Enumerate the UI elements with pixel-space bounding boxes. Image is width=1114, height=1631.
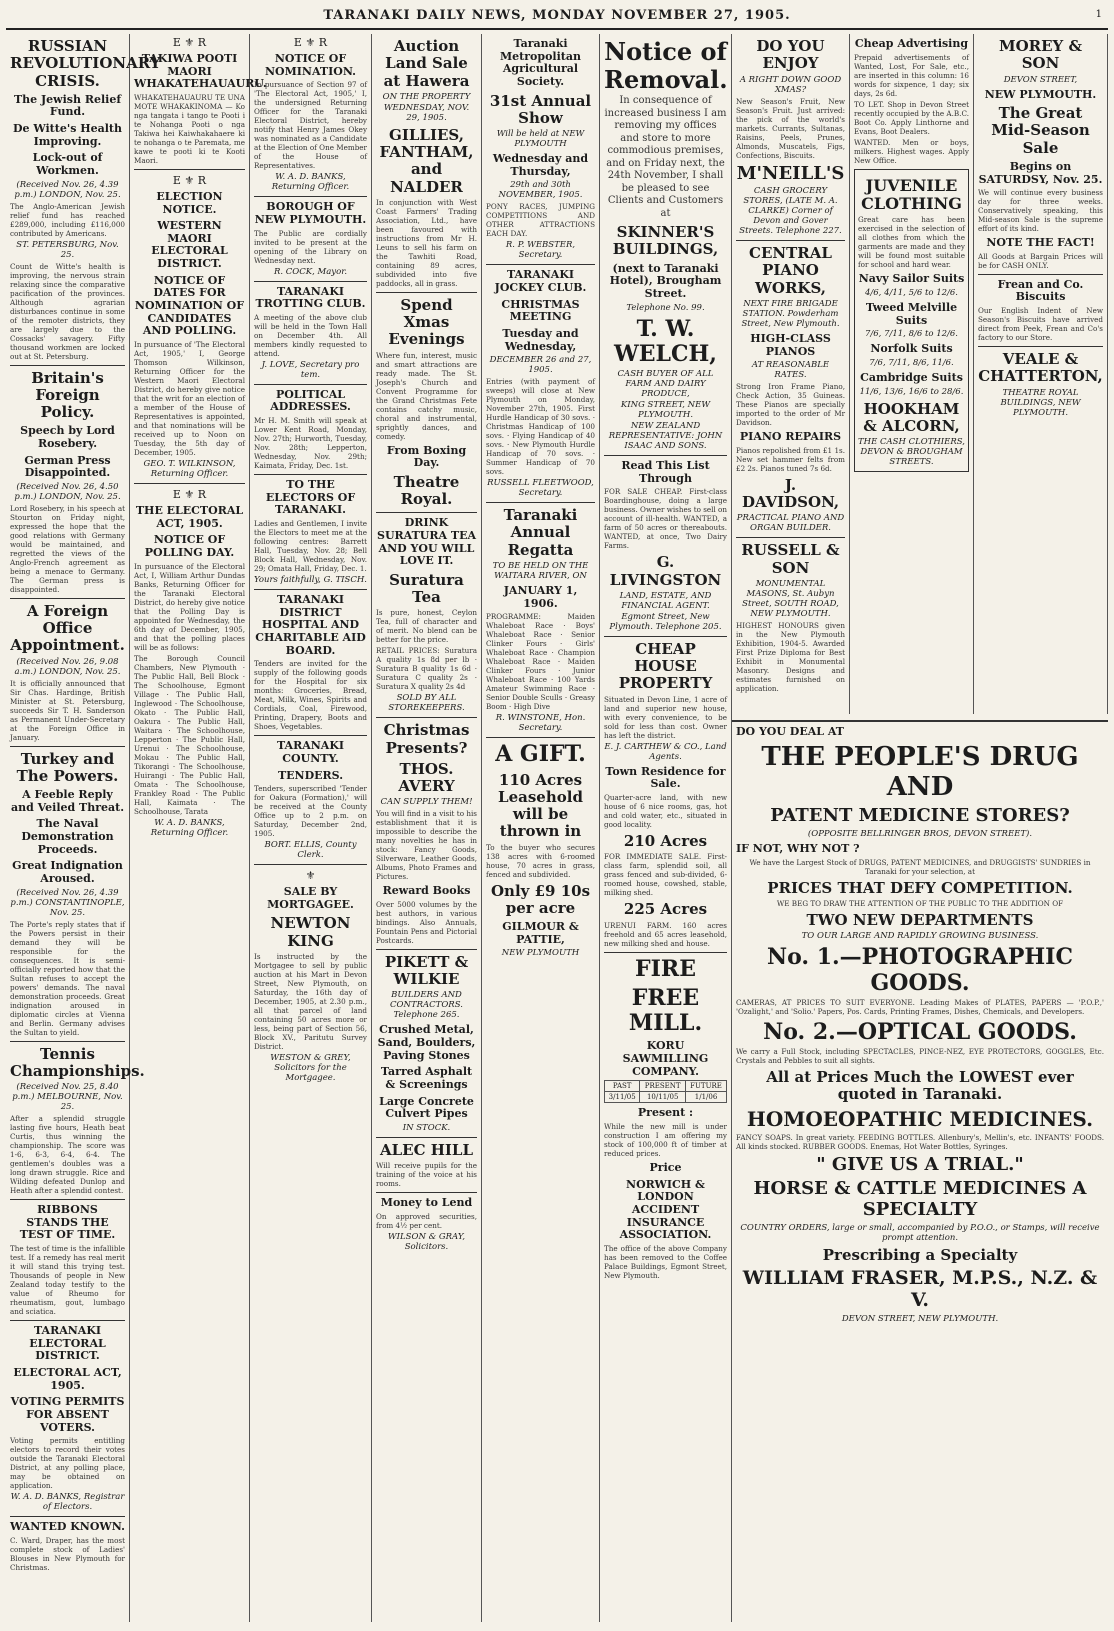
- column-1: [6, 34, 161, 1622]
- ad-title: FIRE: [635, 955, 696, 982]
- ad-title: Tuesday and Wednesday,: [502, 326, 579, 353]
- ad-text: New Season's Fruit, New Season's Fruit. Just arrived: the pick of the world's markets. Currants, Sultanas, Raisins, Peels, Prunes, Almonds, Muscatels, Figs, Confections, Biscuits.: [736, 96, 845, 160]
- ad-title: Large Concrete Culvert Pipes: [379, 1094, 474, 1121]
- ad-title: RUSSELL & SON: [741, 541, 840, 577]
- notice-text: WHAKATEHAUAURU TE UNA MOTE WHAKAKINOMA — Ko nga tangata i tango te Pooti i te Nohanga Pooti o nga Takiwa hei Kaiwhakahaere ki te nohanga o te Paremata, me kawe te pooti ki te Kooti Maori.: [134, 92, 245, 165]
- subhead: A Feeble Reply and Veiled Threat.: [10, 788, 125, 814]
- subhead: German Press Disappointed.: [24, 453, 111, 480]
- notice-title: WESTERN MAORI ELECTORAL DISTRICT.: [151, 219, 228, 271]
- peoples-drug-store-ad: [732, 720, 1108, 1622]
- ad-text: Entries (with payment of sweeps) will close at New Plymouth on Monday, November 27th, 1905. First Hurdle Handicap of 30 sovs. · Christmas Handicap of 100 sovs. · Flying Handicap of 40 sovs. · New Plymouth Hurdle Handicap of 70 sovs. · Summer Handicap of 70 sovs.: [486, 377, 595, 477]
- ad-text: HIGHEST HONOURS given in the New Plymouth Exhibition, 1904-5. Awarded First Prize Diploma for Best Exhibit in Monumental Masonry. Designs and estimates furnished on application.: [736, 620, 845, 693]
- ad-text: URENUI FARM. 160 acres freehold and 65 acres leasehold, new milking shed and house.: [604, 920, 727, 948]
- ad-title: No. 1.—PHOTOGRAPHIC GOODS.: [767, 944, 1073, 996]
- signature: E. J. CARTHEW & CO., Land Agents.: [604, 741, 727, 762]
- ad-text: To the buyer who secures 138 acres with 6-roomed house, 70 acres in grass, fenced and subdivided.: [486, 842, 595, 879]
- masthead: [6, 6, 1108, 30]
- notice-text: Is instructed by the Mortgagee to sell by public auction at his Mart in Devon Street, New Plymouth, on Saturday, the 16th day of December, 1905, at 2.30 p.m., all that parcel of land containing 50 acres more or less, being part of Section 56, Block XV., Paritutu Survey District.: [254, 951, 367, 1051]
- notice-title: THE ELECTORAL ACT, 1905.: [135, 503, 244, 530]
- ad-title: " GIVE US A TRIAL.": [816, 1153, 1024, 1175]
- ad-title: Christmas Presents?: [383, 721, 470, 757]
- column-4: [372, 34, 482, 1622]
- notice-text: Ladies and Gentlemen, I invite the Electors to meet me at the following centres: Barrett Hall, Tuesday, Nov. 28; Bell Block Hall, Wednesday, Nov. 29; Omata Hall, Friday, Dec. 1.: [254, 519, 367, 574]
- article-text: It is officially announced that Sir Chas. Hardinge, British Minister at St. Petersburg, succeeds Sir T. H. Sanderson as Permanent Under-Secretary at the Foreign Office in January.: [10, 678, 125, 742]
- signature: R. COCK, Mayor.: [273, 266, 348, 277]
- ad-title: JANUARY 1, 1906.: [503, 583, 578, 610]
- article-text: Count de Witte's health is improving, the nervous strain relaxing since the comparative pacification of the provinces. Although agrarian disturbances continue in some of the remoter districts, they are largely due to the Cossacks' savagery. Fifty thousand workmen are locked out at St. Petersburg.: [10, 261, 125, 361]
- ad-title: T. W. WELCH,: [614, 315, 717, 367]
- price: 4/6, 4/11, 5/6 to 12/6.: [865, 288, 958, 299]
- ad-sub: Telephone No. 99.: [626, 302, 705, 313]
- royal-crest-icon: ⚜: [305, 869, 316, 883]
- ad-text: CAMERAS, AT PRICES TO SUIT EVERYONE. Leading Makes of PLATES, PAPERS — 'P.O.P.,' 'Ozalight,' and 'Solio.' Papers, Pos. Cards, Printing Frames, Dishes, Chemicals, and Developers.: [736, 997, 1104, 1016]
- ad-title: WILLIAM FRASER, M.P.S., N.Z. & V.: [742, 1266, 1098, 1311]
- ad-title: ALEC HILL: [379, 1140, 474, 1159]
- ad-title: Cambridge Suits: [860, 370, 963, 384]
- ad-sub: NEXT FIRE BRIGADE STATION. Powderham Street, New Plymouth.: [741, 298, 840, 329]
- ad-sub: COUNTRY ORDERS, large or small, accompanied by P.O.O., or Stamps, will receive prompt attention.: [740, 1222, 1100, 1243]
- ad-title: Begins on SATURDSY, Nov. 25.: [978, 159, 1103, 186]
- notice-title: NOTICE OF DATES FOR NOMINATION OF CANDIDATES AND POLLING.: [134, 273, 245, 338]
- ad-title: J. DAVIDSON,: [741, 475, 840, 512]
- ad-sub: AT REASONABLE RATES.: [751, 360, 830, 381]
- column-7: [732, 34, 850, 714]
- ad-title: DRINK SURATURA TEA AND YOU WILL LOVE IT.: [377, 516, 476, 568]
- ad-text: All Goods at Bargain Prices will be for CASH ONLY.: [978, 251, 1103, 270]
- ad-title: Only £9 10s per acre: [490, 881, 591, 917]
- notice-title: TO THE ELECTORS OF TARANAKI.: [265, 478, 356, 517]
- ad-text: On approved securities, from 4½ per cent.: [376, 1211, 477, 1230]
- ad-title: Norfolk Suits: [870, 342, 953, 356]
- ad-text: Situated in Devon Line, 1 acre of land and superior new house, with every convenience, to be sold for less than cost. Owner has left the district.: [604, 694, 727, 740]
- article-text: C. Ward, Draper, has the most complete stock of Ladies' Blouses in New Plymouth for Christmas.: [10, 1535, 125, 1572]
- notice-text: In pursuance of 'The Electoral Act, 1905,' I, George Thomson Wilkinson, Returning Officer for the Western Maori Electoral District, do hereby give notice that the writ for an election of a member of the House of Representatives is appointed, and that nominations will be received up to Noon on Tuesday, the 5th day of December, 1905.: [134, 339, 245, 457]
- ad-text: WE BEG TO DRAW THE ATTENTION OF THE PUBLIC TO THE ADDITION OF: [776, 899, 1064, 908]
- signature: W. A. D. BANKS, Registrar of Electors.: [10, 1492, 125, 1513]
- ad-sub: TO BE HELD ON THE WAITARA RIVER, ON: [492, 560, 589, 581]
- ad-title: JUVENILE CLOTHING: [861, 175, 962, 214]
- ad-title: CHRISTMAS MEETING: [501, 297, 580, 324]
- ad-text: Our English Indent of New Season's Biscuits have arrived direct from Peek, Frean and Co's factory to our Store.: [978, 306, 1103, 343]
- ad-text: Where fun, interest, music and smart attractions are ready made. The St. Joseph's Church and Convent Programme for the Grand Christmas Fete contains catchy music, choral and instrumental, sprightly dances, and comedy.: [376, 350, 477, 441]
- ad-title: Tweed Melville Suits: [865, 301, 958, 327]
- ad-title: KORU SAWMILLING COMPANY.: [622, 1039, 709, 1078]
- signature: J. LOVE, Secretary pro tem.: [261, 359, 360, 380]
- ad-text: TO LET. Shop in Devon Street recently occupied by the A.B.C. Boot Co. Apply Linthorne and Evans, Boot Dealers.: [854, 99, 969, 136]
- ad-title: All at Prices Much the LOWEST ever quoted in Taranaki.: [766, 1068, 1074, 1104]
- ad-title: Taranaki Annual Regatta: [503, 506, 578, 559]
- ad-text: FANCY SOAPS. In great variety. FEEDING BOTTLES. Allenbury's, Mellin's, etc. INFANTS' FOODS. All kinds stocked. RUBBER GOODS. Enemas, Hot Water Bottles, Syringes.: [736, 1132, 1104, 1151]
- royal-crest-icon: E ⚜ R: [172, 173, 207, 187]
- subhead: VOTING PERMITS FOR ABSENT VOTERS.: [10, 1395, 125, 1434]
- ad-title: HOOKHAM & ALCORN,: [863, 399, 960, 435]
- ad-text: Pianos repolished from £1 1s. New set hammer felts from £2 2s. Pianos tuned 7s 6d.: [736, 445, 845, 473]
- ad-title: Town Residence for Sale.: [605, 764, 726, 791]
- ad-sub: LAND, ESTATE, AND FINANCIAL AGENT.: [619, 590, 712, 611]
- ad-title: NOTE THE FACT!: [986, 236, 1095, 250]
- ad-sub: (OPPOSITE BELLRINGER BROS, DEVON STREET).: [807, 829, 1033, 840]
- ad-title: SKINNER'S BUILDINGS,: [612, 223, 719, 259]
- column-3: [250, 34, 372, 1622]
- dateline: (Received Nov. 26, 9.08 a.m.) LONDON, Nov. 25.: [14, 656, 121, 677]
- article-text: Lord Rosebery, in his speech at Stourton on Friday night, expressed the hope that the good relations with Germany would be maintained, and regretted the views of the Anglo-French agreement as being a menace to Germany. The German press is disappointed.: [10, 503, 125, 594]
- ad-title: Navy Sailor Suits: [858, 272, 965, 286]
- ad-title: GILMOUR & PATTIE,: [502, 920, 579, 946]
- ad-text: We carry a Full Stock, including SPECTACLES, PINCE-NEZ, EYE PROTECTORS, GOGGLES, Etc. Crystals and Pebbles to suit all sights.: [736, 1047, 1104, 1066]
- signature: W. A. D. BANKS, Returning Officer.: [271, 172, 350, 193]
- ad-title: CHEAP HOUSE PROPERTY: [618, 639, 713, 693]
- article-text: The Anglo-American Jewish relief fund has reached £289,000, including £116,000 contributed by Americans.: [10, 201, 125, 238]
- ad-text: While the new mill is under construction I am offering my stock of 100,000 ft of timber at reduced prices.: [604, 1121, 727, 1158]
- ad-title: MOREY & SON: [998, 37, 1083, 73]
- notice-title: TARANAKI DISTRICT HOSPITAL AND CHARITABLE AID BOARD.: [255, 593, 366, 657]
- table-cell: 1/1/06: [686, 1092, 727, 1103]
- subhead: The Naval Demonstration Proceeds.: [21, 817, 114, 856]
- ad-title: CENTRAL PIANO WORKS,: [749, 244, 832, 297]
- subhead: De Witte's Health Improving.: [12, 122, 123, 148]
- notice-title: TENDERS.: [277, 768, 344, 782]
- headline: Tennis Championships.: [10, 1044, 145, 1080]
- dateline: (Received Nov. 26, 4.39 p.m.) LONDON, Nov. 25.: [14, 179, 121, 200]
- subhead: Speech by Lord Rosebery.: [20, 424, 115, 450]
- signature: W. A. D. BANKS, Returning Officer.: [150, 817, 229, 838]
- ad-sub: NEW ZEALAND REPRESENTATIVE: JOHN ISAAC AND SONS.: [608, 421, 723, 452]
- ad-title: HIGH-CLASS PIANOS: [750, 331, 831, 358]
- ad-title: Tarred Asphalt & Screenings: [380, 1065, 473, 1092]
- ad-text: WANTED. Men or boys, milkers. Highest wages. Apply New Office.: [854, 137, 969, 165]
- ad-title: Present :: [637, 1106, 694, 1120]
- notice-title: SALE BY MORTGAGEE.: [267, 885, 354, 911]
- ad-title: No. 2.—OPTICAL GOODS.: [763, 1018, 1077, 1045]
- royal-crest-icon: E ⚜ R: [293, 36, 328, 49]
- ad-title: Wednesday and Thursday,: [492, 152, 589, 178]
- price: 7/6, 7/11, 8/6, 11/6.: [869, 357, 954, 368]
- ad-text: Prepaid advertisements of Wanted, Lost, For Sale, etc., are inserted in this column: 16 words for sixpence, 1 day; six days, 2s 6d.: [854, 52, 969, 98]
- ad-text: Over 5000 volumes by the best authors, in various bindings. Also Annuals, Fountain Pens and Pictorial Postcards.: [376, 899, 477, 945]
- ad-sub: PRACTICAL PIANO AND ORGAN BUILDER.: [736, 513, 845, 534]
- ad-title: FREE MILL.: [628, 984, 703, 1037]
- ad-title: VEALE & CHATTERTON,: [978, 350, 1103, 386]
- subhead: Lock-out of Workmen.: [32, 151, 103, 177]
- ad-title: A GIFT.: [495, 741, 586, 768]
- dateline: (Received Nov. 26, 4.39 p.m.) CONSTANTINOPLE, Nov. 25.: [10, 887, 125, 918]
- dateline: (Received Nov. 26, 4.50 p.m.) LONDON, Nov. 25.: [14, 481, 121, 502]
- notice-title: NEWTON KING: [270, 914, 351, 950]
- ad-title: IF NOT, WHY NOT ?: [736, 842, 860, 856]
- signature: WESTON & GREY, Solicitors for the Mortgagee.: [270, 1052, 351, 1083]
- ad-title: HORSE & CATTLE MEDICINES A SPECIALTY: [753, 1178, 1087, 1221]
- notice-title: NOTICE OF NOMINATION.: [264, 52, 357, 78]
- ad-sub: A RIGHT DOWN GOOD XMAS?: [739, 74, 842, 95]
- ad-title: Money to Lend: [380, 1196, 473, 1210]
- ad-title: From Boxing Day.: [386, 443, 467, 470]
- ad-title: Frean and Co. Biscuits: [997, 277, 1084, 304]
- ad-text: RETAIL PRICES: Suratura A quality 1s 8d per lb · Suratura B quality 1s 6d · Suratura C quality 2s · Suratura X quality 2s 4d: [376, 646, 477, 692]
- page-number: 1: [1095, 9, 1102, 20]
- article-text: The Porte's reply states that if the Powers persist in their demand they will be responsible for the consequences. It is semi-officially reported how that the Sultan refuses to accept the powers' demands. The naval demonstration proceeds. Great indignation aroused in diplomatic circles at Vienna and Berlin. Germany advises the Sultan to yield.: [10, 919, 125, 1037]
- column-6: [600, 34, 732, 1622]
- headline: Turkey and The Powers.: [16, 749, 119, 785]
- ad-text: Will receive pupils for the training of the voice at his rooms.: [376, 1161, 477, 1189]
- ad-sub: DEVON STREET, NEW PLYMOUTH.: [841, 1313, 999, 1324]
- ad-title: NORWICH & LONDON ACCIDENT INSURANCE ASSOCIATION.: [619, 1177, 712, 1242]
- ad-sub: IN STOCK.: [402, 1122, 451, 1133]
- notice-title: POLITICAL ADDRESSES.: [270, 387, 351, 414]
- ad-title: Spend Xmas Evenings: [388, 295, 465, 349]
- ad-text: Is pure, honest, Ceylon Tea, full of character and of merit. No blend can be better for the price.: [376, 608, 477, 645]
- notice-title: BOROUGH OF NEW PLYMOUTH.: [254, 200, 367, 226]
- ad-sub: Will be held at NEW PLYMOUTH: [496, 129, 585, 150]
- column-5: [482, 34, 600, 1622]
- notice-title: NOTICE OF POLLING DAY.: [144, 533, 235, 559]
- article-text: Voting permits entitling electors to record their votes outside the Taranaki Electoral District, at any polling place, may be obtained on application.: [10, 1436, 125, 1491]
- column-9: [974, 34, 1108, 714]
- ad-text: You will find in a visit to his establishment that it is impossible to describe the many novelties he has in stock: Fancy Goods, Silverware, Leather Goods, Albums, Photo Frames and Pictures.: [376, 809, 477, 882]
- notice-title: TAKIWA POOTI MAORI WHAKATEHAUAURU.: [134, 52, 267, 91]
- ad-sub: ON THE PROPERTY: [382, 91, 471, 102]
- dateline: (Received Nov. 25, 8.40 p.m.) MELBOURNE, Nov. 25.: [12, 1082, 123, 1113]
- ad-title: 31st Annual Show: [489, 91, 592, 127]
- notice-text: Tenders, superscribed 'Tender for Oakura (Formation),' will be received at the County Office up to 2 p.m. on Saturday, December 2nd, 1905.: [254, 784, 367, 839]
- ad-title: Reward Books: [382, 884, 471, 898]
- table-header: FUTURE: [686, 1081, 727, 1092]
- ad-title: PATENT MEDICINE STORES?: [770, 805, 1070, 827]
- signature: Yours faithfully, G. TISCH.: [254, 575, 367, 586]
- juvenile-clothing-ad: [854, 169, 969, 472]
- ad-title: PRICES THAT DEFY COMPETITION.: [767, 878, 1073, 897]
- ad-title: Taranaki Metropolitan Agricultural Society.: [500, 37, 581, 88]
- table-cell: 10/11/05: [640, 1092, 686, 1103]
- ad-title: 225 Acres: [623, 900, 708, 919]
- subhead: ELECTORAL ACT, 1905.: [13, 1365, 122, 1392]
- ad-sub: WEDNESDAY, NOV. 29, 1905.: [383, 102, 470, 123]
- ad-text: FOR SALE CHEAP. First-class Boardinghouse, doing a large business. Owner wishes to sell on account of ill-health. WANTED, a farm of 50 acres or thereabouts. WANTED, at once, Two Dairy Farms.: [604, 487, 727, 551]
- ad-title: (next to Taranaki Hotel), Brougham Street.: [609, 261, 722, 300]
- ad-sub: CASH BUYER OF ALL FARM AND DAIRY PRODUCE,: [617, 369, 714, 400]
- ad-title: THE PEOPLE'S DRUG AND: [761, 741, 1079, 802]
- subhead: WANTED KNOWN.: [10, 1520, 125, 1534]
- dateline: ST. PETERSBURG, Nov. 25.: [16, 239, 119, 260]
- ad-sub: TO OUR LARGE AND RAPIDLY GROWING BUSINESS.: [801, 931, 1039, 942]
- notice-text: In pursuance of Section 97 of 'The Electoral Act, 1905,' I, the undersigned Returning Officer for the Taranaki Electoral District, hereby notify that Henry James Okey was nominated as a Candidate at the Election of One Member of the House of Representatives.: [254, 80, 367, 171]
- royal-crest-icon: E ⚜ R: [172, 36, 207, 49]
- ad-sub: KING STREET, NEW PLYMOUTH.: [620, 400, 711, 421]
- ad-text: FOR IMMEDIATE SALE. First-class farm, splendid soil, all grass fenced and sub-divided, 6-roomed house, cowshed, stable, milking shed.: [604, 852, 727, 898]
- ad-title: Prescribing a Specialty: [822, 1245, 1018, 1264]
- notice-title: TARANAKI COUNTY.: [276, 739, 345, 765]
- ad-title: 210 Acres: [623, 832, 708, 851]
- price: 7/6, 7/11, 8/6 to 12/6.: [865, 329, 958, 340]
- ad-text: We have the Largest Stock of DRUGS, PATENT MEDICINES, and DRUGGISTS' SUNDRIES in Taranaki for your selection, at: [749, 857, 1091, 876]
- ad-text: Quarter-acre land, with new house of 6 nice rooms, gas, hot and cold water, etc., situated in good locality.: [604, 793, 727, 830]
- ad-sub: THE CASH CLOTHIERS, DEVON & BROUGHAM STREETS.: [858, 437, 965, 468]
- notice-text: Tenders are invited for the supply of the following goods for the Hospital for six months: Groceries, Bread, Meat, Milk, Wines, Spirits and Cordials, Coal, Firewood, Printing, Drapery, Boots and Shoes, Vegetables.: [254, 659, 367, 732]
- article-text: After a splendid struggle lasting five hours, Heath beat Curtis, thus winning the championship. The score was 1-6, 6-3, 6-4, 6-4. The gentlemen's doubles was a long drawn struggle. Rice and Wilding defeated Dunlop and Heath after a splendid contest.: [10, 1114, 125, 1196]
- ad-sub: CAN SUPPLY THEM!: [380, 797, 473, 808]
- ad-text: PONY RACES, JUMPING COMPETITIONS AND OTHER ATTRACTIONS EACH DAY.: [486, 202, 595, 239]
- royal-crest-icon: E ⚜ R: [172, 487, 207, 501]
- ad-title: Theatre Royal.: [393, 472, 460, 509]
- table-header: PAST: [605, 1081, 640, 1092]
- notice-text: The Public are cordially invited to be present at the opening of the Library on Wednesday next.: [254, 228, 367, 265]
- ad-sub: MONUMENTAL MASONS, St. Aubyn Street, SOUTH ROAD, NEW PLYMOUTH.: [742, 578, 839, 619]
- notice-title: ELECTION NOTICE.: [156, 189, 223, 216]
- signature: BORT. ELLIS, County Clerk.: [264, 840, 357, 861]
- ad-sub: BUILDERS AND CONTRACTORS. Telephone 265.: [390, 990, 463, 1021]
- mill-table: [604, 1080, 727, 1103]
- ad-title: TARANAKI JOCKEY CLUB.: [494, 268, 587, 294]
- notice-text: Mr H. M. Smith will speak at Lower Kent Road, Monday, Nov. 27th; Hurworth, Tuesday, Nov. 28th; Lepperton, Wednesday, Nov. 29th; Kaimata, Friday, Dec. 1st.: [254, 416, 367, 471]
- signature: R. P. WEBSTER, Secretary.: [505, 240, 576, 261]
- ad-title: Suratura Tea: [389, 570, 464, 607]
- ad-text: We will continue every business day for three weeks. Conservatively speaking, this Mid-season Sale is the supreme effort of its kind.: [978, 188, 1103, 234]
- ad-text: The office of the above Company has been removed to the Coffee Palace Buildings, Egmont Street, New Plymouth.: [604, 1243, 727, 1280]
- signature: GEO. T. WILKINSON, Returning Officer.: [143, 458, 236, 479]
- ad-sub: NEW PLYMOUTH: [501, 948, 580, 959]
- subhead: RIBBONS STANDS THE TEST OF TIME.: [19, 1203, 116, 1242]
- headline: A Foreign Office Appointment.: [10, 601, 125, 655]
- column-2: [130, 34, 267, 1622]
- ad-text: PROGRAMME: Maiden Whaleboat Race · Boys' Whaleboat Race · Senior Clinker Fours · Girls' Whaleboat Race · Champion Whaleboat Race · Maiden Clinker Fours · Junior Whaleboat Race · 100 Yards Amateur Swimming Race · Senior Double Sculls · Greasy Boom · High Dive: [486, 612, 595, 712]
- headline: RUSSIAN REVOLUTIONARY CRISIS.: [10, 37, 161, 90]
- ad-sub: Egmont Street, New Plymouth. Telephone 205.: [609, 611, 722, 632]
- headline: Britain's Foreign Policy.: [31, 368, 104, 422]
- ad-text: In conjunction with West Coast Farmers' Trading Association, Ltd., have been favoured with instructions from Mr H. Leuns to sell his farm on the Tawhiti Road, containing 89 acres, subdivided into five paddocks, all in grass.: [376, 197, 477, 288]
- ad-title: Auction Land Sale at Hawera: [383, 37, 470, 90]
- subhead: TARANAKI ELECTORAL DISTRICT.: [29, 1324, 106, 1363]
- notice-title: TARANAKI TROTTING CLUB.: [255, 284, 366, 311]
- notice-text: In pursuance of the Electoral Act, I, William Arthur Dundas Banks, Returning Officer for the Taranaki Electoral District, do hereby give notice that the Polling Day is appointed for Wednesday, the 6th day of December, 1905, and that the polling places will be as follows:: [134, 561, 245, 652]
- ad-title: HOMOEOPATHIC MEDICINES.: [746, 1106, 1094, 1131]
- ad-title: PIKETT & WILKIE: [384, 952, 469, 989]
- price: 11/6, 13/6, 16/6 to 28/6.: [859, 386, 964, 397]
- ad-title: The Great Mid-Season Sale: [991, 104, 1090, 157]
- table-header: PRESENT: [640, 1081, 686, 1092]
- ad-title: DO YOU DEAL AT: [736, 725, 844, 738]
- ad-title: M'NEILL'S: [736, 162, 845, 184]
- subhead: Great Indignation Aroused.: [12, 859, 123, 885]
- ad-sub: THEATRE ROYAL BUILDINGS, NEW PLYMOUTH.: [1000, 387, 1081, 418]
- table-cell: 3/11/05: [605, 1092, 640, 1103]
- ad-title: 110 Acres Leasehold will be thrown in: [498, 770, 583, 841]
- ad-text: Great care has been exercised in the selection of all clothes from which the garments are made and they will be found most suitable for school and hard wear.: [858, 215, 965, 270]
- ad-title: Notice of Removal.: [604, 37, 728, 94]
- ad-title: THOS. AVERY: [398, 759, 455, 796]
- signature: R. WINSTONE, Hon. Secretary.: [495, 713, 586, 734]
- ad-title: PIANO REPAIRS: [739, 430, 842, 444]
- column-8: [850, 34, 974, 714]
- ad-sub: DECEMBER 26 and 27, 1905.: [489, 355, 592, 376]
- ad-title: Price: [649, 1160, 682, 1174]
- masthead-title: TARANAKI DAILY NEWS, MONDAY NOVEMBER 27, 1905.: [323, 8, 791, 23]
- ad-title: TWO NEW DEPARTMENTS: [806, 911, 1034, 929]
- ad-title: GILLIES, FANTHAM, and NALDER: [379, 125, 474, 196]
- ad-title: Cheap Advertising: [854, 37, 969, 50]
- ad-title: NEW PLYMOUTH.: [984, 87, 1097, 101]
- ad-sub: DEVON STREET,: [1003, 74, 1078, 85]
- ad-text: In consequence of increased business I am removing my offices and store to more commodious premises, and on Friday next, the 24th November, I shall be pleased to see Clients and Customers at: [604, 95, 727, 219]
- signature: RUSSELL FLEETWOOD, Secretary.: [487, 478, 594, 499]
- ad-sub: CASH GROCERY STORES, (LATE M. A. CLARKE) Corner of Devon and Gover Streets. Telephone 227.: [739, 186, 842, 237]
- subhead: The Jewish Relief Fund.: [13, 92, 122, 119]
- ad-sub: 29th and 30th NOVEMBER, 1905.: [498, 180, 583, 201]
- article-text: The test of time is the infallible test. If a remedy has real merit it will stand this trying test. Thousands of people in New Zealand today testify to the value of Rheumo for rheumatism, gout, lumbago and sciatica.: [10, 1244, 125, 1317]
- ad-title: Crushed Metal, Sand, Boulders, Paving Stones: [377, 1023, 476, 1062]
- signature: WILSON & GRAY, Solicitors.: [387, 1231, 466, 1252]
- ad-title: Read This List Through: [621, 459, 710, 485]
- ad-title: G. LIVINGSTON: [609, 553, 722, 589]
- ad-title: DO YOU ENJOY: [756, 37, 825, 73]
- ad-text: Strong Iron Frame Piano, Check Action, 35 Guineas. These Pianos are specially imported to the order of Mr Davidson.: [736, 382, 845, 428]
- ad-sub: SOLD BY ALL STOREKEEPERS.: [388, 693, 465, 714]
- polling-places: The Borough Council Chambers, New Plymouth · The Public Hall, Bell Block · The Schoolhouse, Egmont Village · The Public Hall, Inglewood · The Schoolhouse, Okato · The Public Hall, Oakura · The Public Hall, Waitara · The Schoolhouse, Lepperton · The Public Hall, Urenui · The Schoolhouse, Mokau · The Public Hall, Tikorangi · The Schoolhouse, Huirangi · The Public Hall, Omata · The Schoolhouse, Frankley Road · The Public Hall, Kaimata · The Schoolhouse, Tarata: [134, 653, 245, 816]
- notice-text: A meeting of the above club will be held in the Town Hall on December 4th. All members kindly requested to attend.: [254, 312, 367, 358]
